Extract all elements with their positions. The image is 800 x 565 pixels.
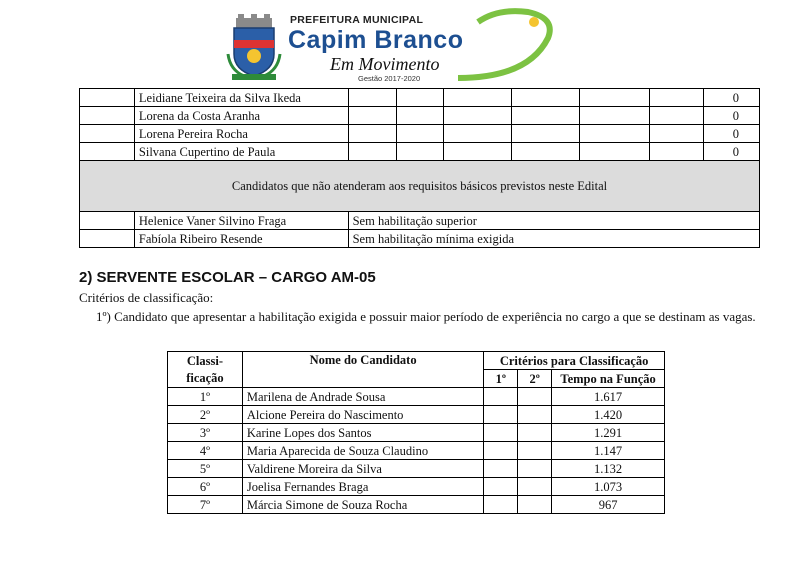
candidate-score: 0	[703, 107, 759, 125]
table-row	[80, 107, 760, 125]
logo-subtitle: Em Movimento	[330, 54, 440, 74]
candidate-name: Karine Lopes dos Santos	[242, 424, 483, 442]
criteria-label: Critérios de classificação:	[79, 290, 214, 305]
candidate-name: Fabíola Ribeiro Resende	[134, 230, 348, 248]
col-time: Tempo na Função	[552, 370, 665, 388]
table-row	[80, 143, 760, 161]
table-row	[168, 496, 665, 514]
candidate-score: 0	[703, 89, 759, 107]
candidate-score: 0	[703, 143, 759, 161]
time-cell: 1.291	[552, 424, 665, 442]
candidate-name: Helenice Vaner Silvino Fraga	[134, 212, 348, 230]
disqualification-reason: Sem habilitação superior	[348, 212, 759, 230]
candidate-name: Leidiane Teixeira da Silva Ikeda	[134, 89, 348, 107]
table-header-row	[168, 352, 665, 370]
table-row	[168, 442, 665, 460]
table-row	[168, 406, 665, 424]
rank-cell: 4º	[168, 442, 243, 460]
rank-cell: 6º	[168, 478, 243, 496]
candidate-name: Marilena de Andrade Sousa	[242, 388, 483, 406]
rank-cell: 3º	[168, 424, 243, 442]
candidate-name: Joelisa Fernandes Braga	[242, 478, 483, 496]
time-cell: 1.073	[552, 478, 665, 496]
notice-row	[80, 161, 760, 212]
candidate-name: Silvana Cupertino de Paula	[134, 143, 348, 161]
table-row	[80, 125, 760, 143]
municipal-logo	[218, 8, 558, 86]
col-criterion-1: 1º	[484, 370, 518, 388]
rank-cell: 2º	[168, 406, 243, 424]
time-cell: 1.420	[552, 406, 665, 424]
col-criteria-header: Critérios para Classificação	[484, 352, 665, 370]
table-row	[80, 212, 760, 230]
logo-top-line: PREFEITURA MUNICIPAL	[290, 14, 424, 26]
table-row	[168, 460, 665, 478]
time-cell: 1.617	[552, 388, 665, 406]
candidate-name: Lorena Pereira Rocha	[134, 125, 348, 143]
table-row	[80, 230, 760, 248]
col-class-header-2: ficação	[168, 370, 243, 388]
rank-cell: 7º	[168, 496, 243, 514]
logo-term: Gestão 2017-2020	[358, 74, 421, 83]
time-cell: 1.147	[552, 442, 665, 460]
previous-classification-table	[79, 88, 760, 248]
candidate-name: Maria Aparecida de Souza Claudino	[242, 442, 483, 460]
table-row	[168, 478, 665, 496]
time-cell: 1.132	[552, 460, 665, 478]
col-name-header: Nome do Candidato	[242, 352, 483, 388]
rank-cell: 1º	[168, 388, 243, 406]
criterion-1: 1º) Candidato que apresentar a habilitação exigida e possuir maior período de experiência no cargo a que se destinam as vagas.	[96, 309, 756, 324]
section-title: 2) SERVENTE ESCOLAR – CARGO AM-05	[79, 269, 376, 286]
candidate-name: Márcia Simone de Souza Rocha	[242, 496, 483, 514]
col-class-header: Classi-	[168, 352, 243, 370]
candidate-name: Valdirene Moreira da Silva	[242, 460, 483, 478]
candidate-name: Alcione Pereira do Nascimento	[242, 406, 483, 424]
table-row	[168, 388, 665, 406]
city-crest-icon	[226, 14, 282, 82]
classification-table	[167, 351, 665, 514]
logo-title: Capim Branco	[288, 26, 464, 54]
candidate-score: 0	[703, 125, 759, 143]
unqualified-notice: Candidatos que não atenderam aos requisitos básicos previstos neste Edital	[80, 161, 760, 212]
rank-cell: 5º	[168, 460, 243, 478]
green-swoosh-icon	[448, 8, 560, 86]
time-cell: 967	[552, 496, 665, 514]
col-criterion-2: 2º	[518, 370, 552, 388]
table-row	[168, 424, 665, 442]
candidate-name: Lorena da Costa Aranha	[134, 107, 348, 125]
disqualification-reason: Sem habilitação mínima exigida	[348, 230, 759, 248]
table-row	[80, 89, 760, 107]
